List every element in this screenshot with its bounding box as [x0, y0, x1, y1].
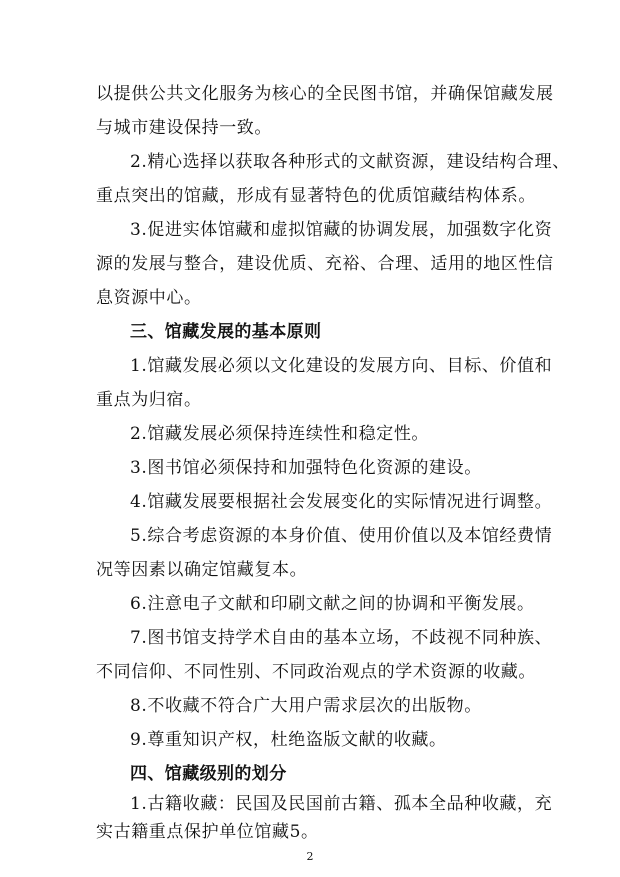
paragraph-line: 7.图书馆支持学术自由的基本立场，不歧视不同种族、 — [130, 628, 553, 648]
page-number: 2 — [306, 850, 314, 863]
paragraph-line: 以提供公共文化服务为核心的全民图书馆，并确保馆藏发展 — [96, 84, 554, 104]
paragraph-line: 9.尊重知识产权，杜绝盗版文献的收藏。 — [130, 730, 447, 750]
paragraph-line: 4.馆藏发展要根据社会发展变化的实际情况进行调整。 — [130, 492, 553, 512]
paragraph-line: 1.古籍收藏：民国及民国前古籍、孤本全品种收藏，充 — [130, 794, 553, 814]
paragraph-line: 3.促进实体馆藏和虚拟馆藏的协调发展，加强数字化资 — [130, 220, 553, 240]
paragraph-line: 1.馆藏发展必须以文化建设的发展方向、目标、价值和 — [130, 356, 553, 376]
paragraph-line: 息资源中心。 — [96, 288, 202, 308]
section-heading-4: 四、馆藏级别的划分 — [130, 764, 287, 784]
paragraph-line: 8.不收藏不符合广大用户需求层次的出版物。 — [130, 696, 482, 716]
paragraph-line: 6.注意电子文献和印刷文献之间的协调和平衡发展。 — [130, 594, 535, 614]
paragraph-line: 源的发展与整合，建设优质、充裕、合理、适用的地区性信 — [96, 254, 554, 274]
paragraph-line: 与城市建设保持一致。 — [96, 118, 272, 138]
paragraph-line: 3.图书馆必须保持和加强特色化资源的建设。 — [130, 458, 482, 478]
paragraph-line: 2.精心选择以获取各种形式的文献资源，建设结构合理、 — [130, 152, 570, 172]
paragraph-line: 2.馆藏发展必须保持连续性和稳定性。 — [130, 424, 430, 444]
paragraph-line: 实古籍重点保护单位馆藏5。 — [96, 822, 319, 842]
section-heading-3: 三、馆藏发展的基本原则 — [130, 322, 322, 342]
paragraph-line: 重点突出的馆藏，形成有显著特色的优质馆藏结构体系。 — [96, 186, 536, 206]
paragraph-line: 不同信仰、不同性别、不同政治观点的学术资源的收藏。 — [96, 662, 536, 682]
paragraph-line: 况等因素以确定馆藏复本。 — [96, 560, 308, 580]
paragraph-line: 重点为归宿。 — [96, 390, 202, 410]
paragraph-line: 5.综合考虑资源的本身价值、使用价值以及本馆经费情 — [130, 526, 553, 546]
